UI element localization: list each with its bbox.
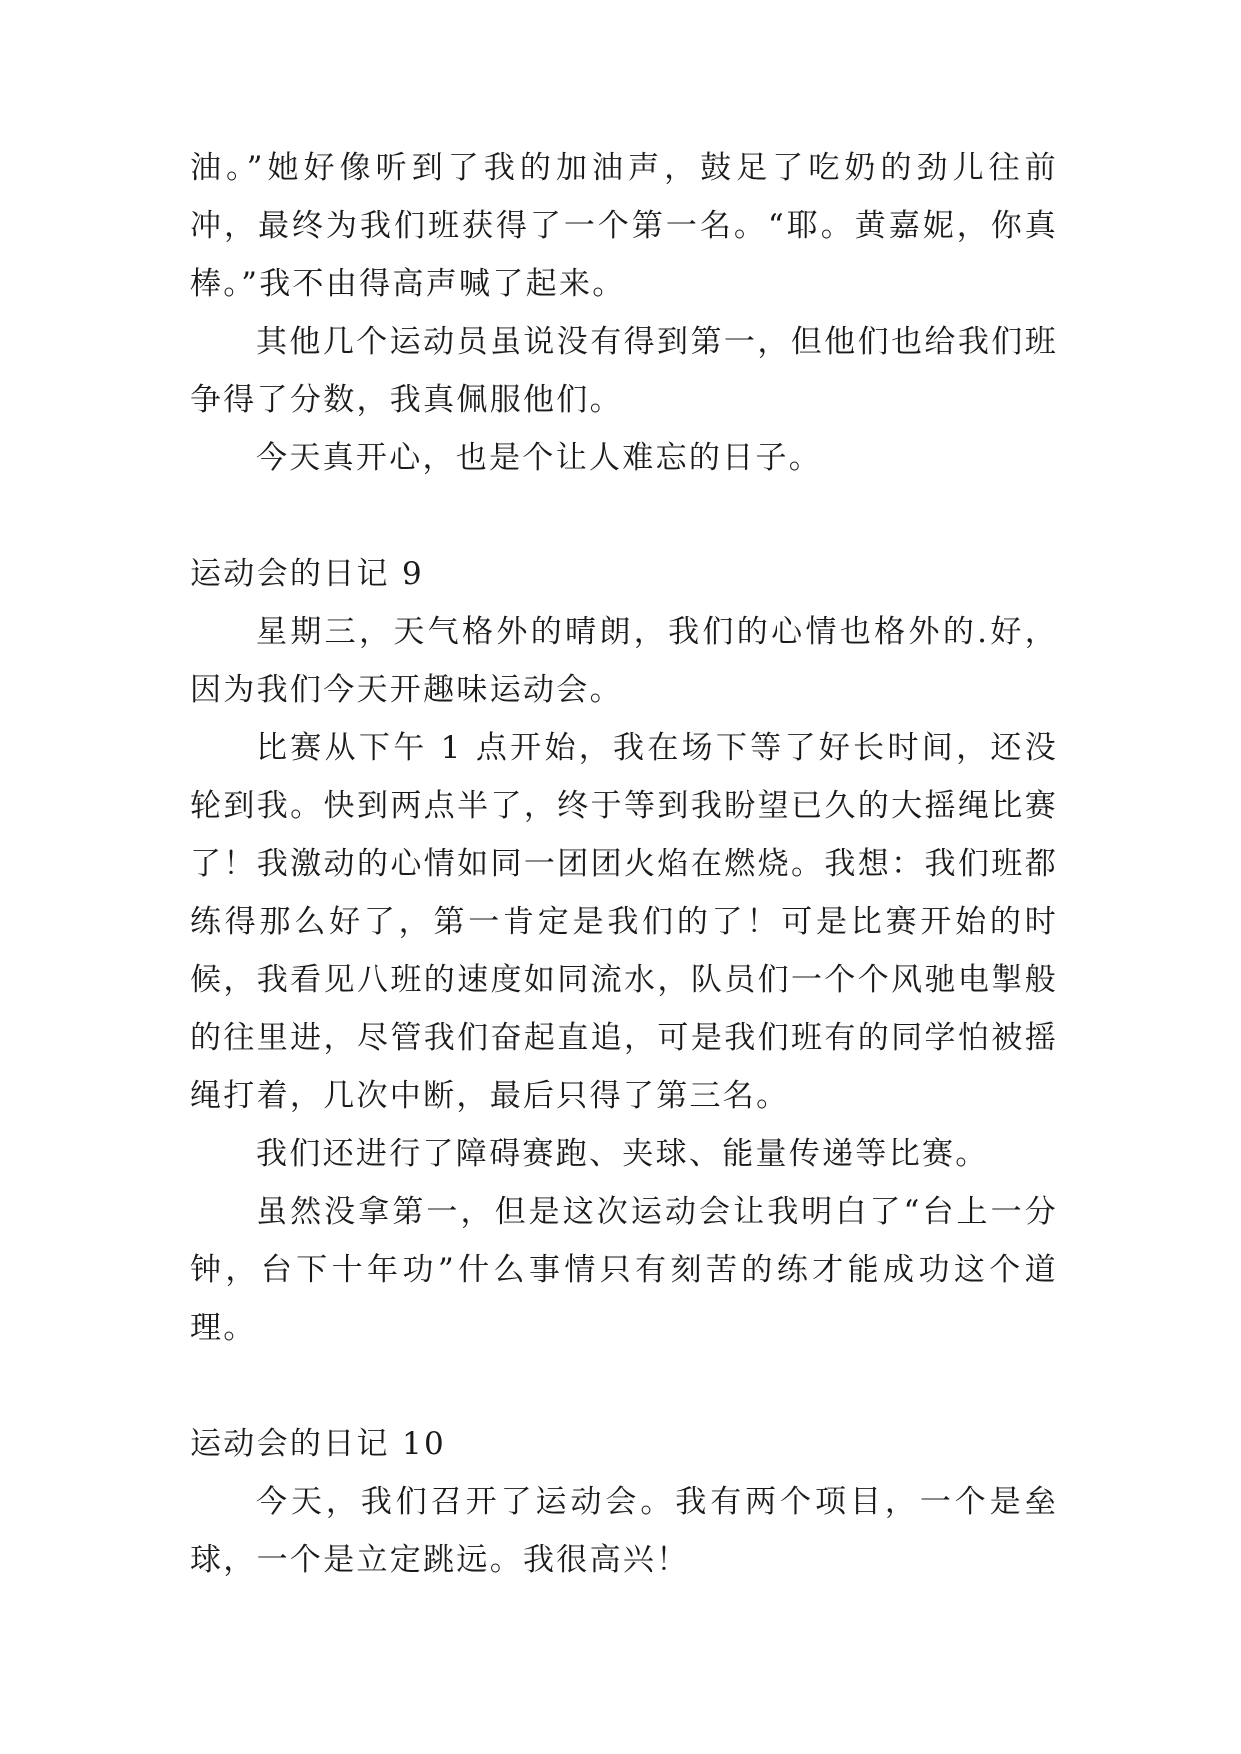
- section-title: 运动会的日记 10: [190, 1426, 446, 1462]
- paragraph: 油。”她好像听到了我的加油声，鼓足了吃奶的劲儿往前冲，最终为我们班获得了一个第一名。“耶。黄嘉妮，你真棒。”我不由得高声喊了起来。: [190, 150, 1058, 302]
- paragraph: 我们还进行了障碍赛跑、夹球、能量传递等比赛。: [256, 1136, 989, 1172]
- paragraph: 虽然没拿第一，但是这次运动会让我明白了“台上一分钟，台下十年功”什么事情只有刻苦的练才能成功这个道理。: [190, 1194, 1058, 1346]
- document-body: [190, 139, 1058, 1589]
- paragraph: 其他几个运动员虽说没有得到第一，但他们也给我们班争得了分数，我真佩服他们。: [190, 324, 1058, 418]
- section-diary-10: [190, 1415, 1058, 1589]
- paragraph: 今天真开心，也是个让人难忘的日子。: [256, 440, 823, 476]
- paragraph: 今天，我们召开了运动会。我有两个项目，一个是垒球，一个是立定跳远。我很高兴！: [190, 1484, 1058, 1578]
- paragraph: 比赛从下午 1 点开始，我在场下等了好长时间，还没轮到我。快到两点半了，终于等到我盼望已久的大摇绳比赛了！我激动的心情如同一团团火焰在燃烧。我想：我们班都练得那么好了，第一肯定是我们的了！可是比赛开始的时候，我看见八班的速度如同流水，队员们一个个风驰电掣般的往里进，尽管我们奋起直追，可是我们班有的同学怕被摇绳打着，几次中断，最后只得了第三名。: [190, 730, 1058, 1114]
- section-title: 运动会的日记 9: [190, 556, 424, 592]
- section-diary-9: [190, 545, 1058, 1357]
- section-continued: [190, 139, 1058, 487]
- paragraph: 星期三，天气格外的晴朗，我们的心情也格外的.好，因为我们今天开趣味运动会。: [190, 614, 1058, 708]
